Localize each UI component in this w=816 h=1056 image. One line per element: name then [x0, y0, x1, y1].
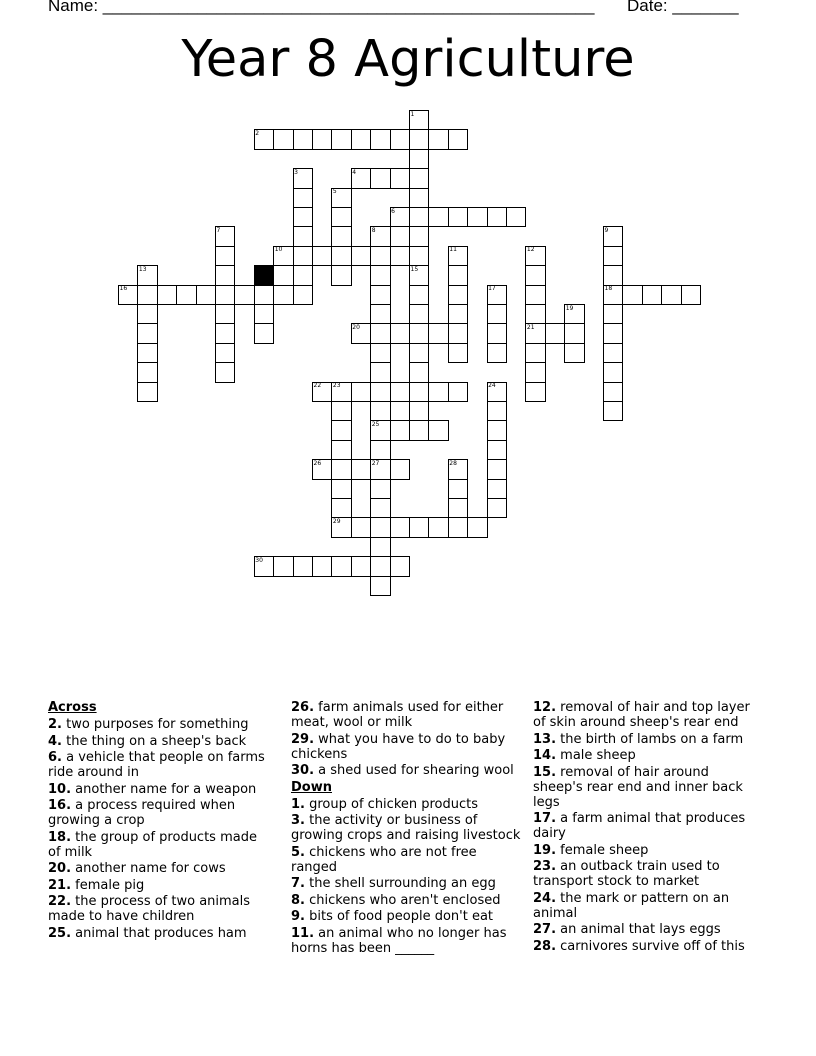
grid-cell[interactable] — [370, 537, 390, 557]
clue-text: two purposes for something — [61, 717, 249, 732]
grid-cell[interactable] — [370, 129, 390, 149]
grid-cell[interactable] — [215, 285, 235, 305]
clue-item — [533, 700, 761, 730]
grid-cell[interactable] — [487, 479, 507, 499]
clue-number-label: 29 — [332, 517, 341, 525]
grid-cell[interactable] — [331, 556, 351, 576]
grid-cell[interactable] — [467, 517, 487, 537]
grid-cell[interactable] — [487, 323, 507, 343]
clue-item — [48, 798, 270, 828]
grid-cell[interactable] — [331, 420, 351, 440]
grid-cell[interactable] — [196, 285, 216, 305]
clue-number: 13. — [533, 731, 557, 747]
clue-item — [48, 782, 270, 797]
clue-number-label: 17 — [488, 285, 496, 293]
grid-cell[interactable] — [487, 459, 507, 479]
clue-item — [291, 845, 523, 875]
clue-number: 24. — [533, 890, 557, 906]
clue-text: the process of two animals made to have children — [48, 894, 251, 924]
clue-number-label: 15 — [410, 265, 419, 273]
grid-cell[interactable] — [409, 323, 429, 343]
grid-cell[interactable] — [409, 517, 429, 537]
clue-number: 29. — [291, 731, 315, 747]
clue-text: group of chicken products — [304, 796, 479, 812]
clues-column-2 — [291, 700, 523, 957]
grid-cell[interactable] — [293, 226, 313, 246]
clue-number: 2. — [48, 717, 62, 732]
grid-cell[interactable] — [215, 343, 235, 363]
grid-cell[interactable] — [622, 285, 642, 305]
clue-number-label: 12 — [526, 246, 535, 254]
grid-cell[interactable] — [409, 285, 429, 305]
grid-cell[interactable] — [331, 246, 351, 266]
grid-cell[interactable] — [254, 285, 274, 305]
grid-cell[interactable] — [293, 188, 313, 208]
grid-cell[interactable] — [370, 576, 390, 596]
grid-cell[interactable] — [390, 556, 410, 576]
grid-cell[interactable] — [390, 168, 410, 188]
clue-number: 9. — [291, 909, 305, 924]
clue-text: the group of products made of milk — [48, 829, 257, 860]
clue-text: the activity or business of growing crops and raising livestock — [291, 813, 521, 843]
grid-cell[interactable] — [448, 382, 468, 402]
grid-cell[interactable] — [351, 517, 371, 537]
grid-cell[interactable] — [331, 479, 351, 499]
clue-item — [291, 909, 523, 924]
clue-number: 18. — [48, 829, 72, 845]
clue-item — [48, 894, 270, 924]
grid-cell[interactable] — [157, 285, 177, 305]
clue-number-label: 5 — [332, 188, 337, 196]
grid-cell[interactable] — [370, 362, 390, 382]
grid-cell[interactable] — [448, 207, 468, 227]
grid-cell[interactable] — [215, 362, 235, 382]
clue-text: animal that produces ham — [71, 925, 247, 941]
grid-cell[interactable] — [370, 517, 390, 537]
clue-text: bits of food people don't eat — [304, 909, 494, 924]
clue-number-label: 27 — [371, 459, 380, 467]
clue-number-label: 14 — [255, 265, 263, 273]
grid-cell[interactable] — [487, 207, 507, 227]
clue-item — [48, 750, 270, 780]
clue-item — [533, 939, 761, 954]
clue-number: 22. — [48, 894, 72, 909]
grid-cell[interactable] — [525, 382, 545, 402]
grid-cell[interactable] — [409, 188, 429, 208]
date-field-label: Date: _______ — [627, 0, 739, 15]
clue-text: the mark or pattern on an animal — [533, 890, 730, 921]
clue-number: 3. — [291, 813, 305, 828]
clues-column-1 — [48, 700, 270, 942]
grid-cell[interactable] — [370, 168, 390, 188]
clue-number: 20. — [48, 861, 72, 876]
grid-cell[interactable] — [409, 129, 429, 149]
grid-cell[interactable] — [351, 129, 371, 149]
grid-cell[interactable] — [487, 343, 507, 363]
grid-cell[interactable] — [370, 382, 390, 402]
grid-cell[interactable] — [428, 420, 448, 440]
clues-column-3 — [533, 700, 761, 955]
grid-cell[interactable] — [487, 401, 507, 421]
clue-number: 6. — [48, 750, 62, 765]
clue-text: a vehicle that people on farms ride around in — [48, 750, 265, 780]
grid-cell[interactable] — [409, 382, 429, 402]
grid-cell[interactable] — [254, 304, 274, 324]
grid-cell[interactable] — [603, 265, 623, 285]
clue-number: 8. — [291, 892, 305, 908]
clue-text: the shell surrounding an egg — [304, 876, 496, 891]
clue-item — [48, 861, 270, 876]
grid-cell[interactable] — [390, 382, 410, 402]
clue-item — [48, 926, 270, 941]
clue-number: 5. — [291, 844, 305, 860]
clue-number: 27. — [533, 922, 557, 937]
clue-number: 30. — [291, 763, 315, 778]
grid-cell[interactable] — [370, 343, 390, 363]
grid-cell[interactable] — [331, 129, 351, 149]
clue-item — [291, 876, 523, 891]
clue-text: female pig — [71, 877, 145, 893]
grid-cell[interactable] — [331, 265, 351, 285]
clue-item — [48, 734, 270, 749]
clue-number-label: 30 — [255, 556, 263, 564]
clue-text: a shed used for shearing wool — [314, 763, 514, 778]
clue-text: an outback train used to transport stock to market — [533, 859, 720, 889]
clue-item — [291, 763, 523, 778]
clue-text: chickens who are not free ranged — [291, 844, 477, 875]
grid-cell[interactable] — [370, 440, 390, 460]
grid-cell[interactable] — [390, 517, 410, 537]
clue-text: another name for a weapon — [71, 781, 257, 797]
clue-item — [48, 717, 270, 732]
grid-cell[interactable] — [448, 265, 468, 285]
grid-cell[interactable] — [331, 440, 351, 460]
clue-number-label: 18 — [604, 285, 613, 293]
clue-text: removal of hair around sheep's rear end and inner back legs — [533, 764, 743, 810]
clue-text: another name for cows — [71, 861, 226, 876]
clue-text: what you have to do to baby chickens — [291, 731, 506, 762]
grid-cell[interactable] — [370, 498, 390, 518]
clue-text: an animal that lays eggs — [556, 922, 721, 937]
grid-cell[interactable] — [370, 479, 390, 499]
clue-number-label: 4 — [352, 168, 357, 176]
clue-number-label: 11 — [449, 246, 457, 254]
clue-item — [291, 700, 523, 730]
clue-number: 7. — [291, 876, 305, 891]
grid-cell[interactable] — [370, 265, 390, 285]
clue-text: farm animals used for either meat, wool or milk — [291, 700, 504, 730]
grid-cell[interactable] — [176, 285, 196, 305]
grid-cell[interactable] — [293, 285, 313, 305]
clue-text: removal of hair and top layer of skin around sheep's rear end — [533, 700, 750, 730]
grid-cell[interactable] — [409, 246, 429, 266]
grid-cell[interactable] — [331, 226, 351, 246]
clue-item — [48, 878, 270, 893]
grid-cell[interactable] — [409, 362, 429, 382]
clue-number-label: 22 — [313, 382, 322, 390]
clue-item — [291, 893, 523, 908]
clue-item — [48, 830, 270, 860]
grid-cell[interactable] — [331, 207, 351, 227]
grid-cell[interactable] — [603, 382, 623, 402]
grid-cell[interactable] — [312, 129, 332, 149]
grid-cell[interactable] — [351, 459, 371, 479]
clue-text: the birth of lambs on a farm — [556, 731, 744, 747]
clue-number-label: 3 — [294, 168, 298, 176]
clue-number-label: 2 — [255, 129, 260, 137]
grid-cell[interactable] — [351, 246, 371, 266]
grid-cell[interactable] — [390, 246, 410, 266]
grid-cell[interactable] — [215, 304, 235, 324]
clue-item — [291, 813, 523, 843]
grid-cell[interactable] — [409, 226, 429, 246]
grid-cell[interactable] — [409, 304, 429, 324]
clue-text: a process required when growing a crop — [48, 798, 236, 828]
grid-cell[interactable] — [603, 401, 623, 421]
clue-number: 19. — [533, 842, 557, 858]
clue-number-label: 6 — [391, 207, 395, 215]
grid-cell[interactable] — [603, 362, 623, 382]
clue-item — [291, 732, 523, 762]
clue-number: 11. — [291, 925, 315, 941]
clue-text: chickens who aren't enclosed — [304, 892, 501, 908]
grid-cell[interactable] — [351, 556, 371, 576]
clue-number-label: 20 — [352, 323, 360, 331]
page-title: Year 8 Agriculture — [181, 30, 635, 89]
clue-number-label: 10 — [274, 246, 283, 254]
grid-cell[interactable] — [293, 556, 313, 576]
grid-cell[interactable] — [487, 420, 507, 440]
grid-cell[interactable] — [448, 517, 468, 537]
name-field-label: Name: ____________________________________________________ — [48, 0, 595, 15]
grid-cell[interactable] — [506, 207, 526, 227]
grid-cell[interactable] — [390, 323, 410, 343]
grid-cell[interactable] — [681, 285, 701, 305]
grid-cell[interactable] — [370, 246, 390, 266]
clue-number: 28. — [533, 938, 557, 954]
grid-cell[interactable] — [390, 420, 410, 440]
grid-cell[interactable] — [409, 420, 429, 440]
grid-cell[interactable] — [448, 304, 468, 324]
clue-number: 10. — [48, 781, 72, 797]
clue-item — [533, 843, 761, 858]
clue-number-label: 7 — [216, 226, 221, 234]
grid-cell[interactable] — [448, 285, 468, 305]
clue-number: 23. — [533, 859, 557, 874]
grid-cell[interactable] — [312, 556, 332, 576]
grid-cell[interactable] — [409, 401, 429, 421]
grid-cell[interactable] — [409, 207, 429, 227]
clue-number: 26. — [291, 700, 315, 715]
grid-cell[interactable] — [370, 285, 390, 305]
grid-cell[interactable] — [409, 168, 429, 188]
clue-text: male sheep — [556, 748, 636, 763]
grid-cell[interactable] — [525, 362, 545, 382]
clue-number-label: 28 — [449, 459, 457, 467]
clue-number-label: 1 — [410, 110, 415, 118]
clue-text: carnivores survive off of this — [556, 938, 745, 954]
grid-cell[interactable] — [293, 265, 313, 285]
grid-cell[interactable] — [273, 285, 293, 305]
grid-cell[interactable] — [293, 129, 313, 149]
clue-item — [533, 765, 761, 810]
across-heading: Across — [48, 700, 97, 715]
grid-cell[interactable] — [428, 517, 448, 537]
clue-number-label: 21 — [526, 323, 535, 331]
grid-cell[interactable] — [215, 246, 235, 266]
grid-cell[interactable] — [564, 323, 584, 343]
grid-cell[interactable] — [409, 343, 429, 363]
grid-cell[interactable] — [234, 285, 254, 305]
grid-cell[interactable] — [312, 246, 332, 266]
grid-cell[interactable] — [564, 343, 584, 363]
clue-number-label: 8 — [371, 226, 376, 234]
grid-cell[interactable] — [603, 246, 623, 266]
grid-cell[interactable] — [448, 343, 468, 363]
grid-cell[interactable] — [448, 129, 468, 149]
clue-number-label: 26 — [313, 459, 322, 467]
grid-cell[interactable] — [331, 459, 351, 479]
clue-number-label: 25 — [371, 420, 380, 428]
grid-cell[interactable] — [273, 556, 293, 576]
clue-number: 1. — [291, 796, 305, 812]
down-heading: Down — [291, 779, 332, 795]
grid-cell[interactable] — [254, 323, 274, 343]
grid-cell[interactable] — [351, 382, 371, 402]
grid-cell[interactable] — [331, 498, 351, 518]
clue-item — [533, 922, 761, 937]
clue-number: 12. — [533, 700, 557, 715]
grid-cell[interactable] — [273, 129, 293, 149]
grid-cell[interactable] — [409, 149, 429, 169]
clue-item — [291, 797, 523, 812]
clue-item — [533, 891, 761, 921]
clue-number: 25. — [48, 925, 72, 941]
clue-number-label: 19 — [565, 304, 574, 312]
clue-number: 16. — [48, 798, 72, 813]
grid-cell[interactable] — [137, 304, 157, 324]
grid-cell[interactable] — [293, 207, 313, 227]
grid-cell[interactable] — [603, 323, 623, 343]
clue-number-label: 13 — [138, 265, 147, 273]
grid-cell[interactable] — [603, 304, 623, 324]
clue-item — [533, 811, 761, 841]
grid-cell[interactable] — [215, 323, 235, 343]
grid-cell[interactable] — [390, 459, 410, 479]
grid-cell[interactable] — [370, 323, 390, 343]
grid-cell[interactable] — [137, 362, 157, 382]
grid-cell[interactable] — [642, 285, 662, 305]
grid-cell[interactable] — [370, 401, 390, 421]
grid-cell[interactable] — [545, 323, 565, 343]
grid-cell[interactable] — [448, 323, 468, 343]
clue-number-label: 16 — [119, 285, 128, 293]
clue-number-label: 23 — [332, 382, 341, 390]
clue-item — [291, 926, 523, 956]
grid-cell[interactable] — [603, 343, 623, 363]
grid-cell[interactable] — [137, 323, 157, 343]
clue-number-label: 24 — [488, 382, 496, 390]
clue-item — [533, 859, 761, 889]
grid-cell[interactable] — [525, 343, 545, 363]
grid-cell[interactable] — [428, 129, 448, 149]
grid-cell[interactable] — [137, 343, 157, 363]
grid-cell[interactable] — [428, 323, 448, 343]
clue-item — [533, 732, 761, 747]
grid-cell[interactable] — [370, 304, 390, 324]
grid-cell[interactable] — [487, 440, 507, 460]
grid-cell[interactable] — [331, 401, 351, 421]
clue-item — [533, 748, 761, 763]
clue-text: an animal who no longer has horns has been ______ — [291, 925, 507, 956]
clue-text: the thing on a sheep's back — [61, 733, 247, 749]
clue-number: 4. — [48, 733, 62, 749]
grid-cell[interactable] — [428, 382, 448, 402]
grid-cell[interactable] — [370, 556, 390, 576]
grid-cell[interactable] — [525, 285, 545, 305]
grid-cell[interactable] — [525, 304, 545, 324]
clue-number-label: 9 — [604, 226, 609, 234]
clue-number: 17. — [533, 811, 557, 826]
grid-cell[interactable] — [661, 285, 681, 305]
grid-cell[interactable] — [215, 265, 235, 285]
grid-cell[interactable] — [448, 498, 468, 518]
grid-cell[interactable] — [448, 479, 468, 499]
grid-cell[interactable] — [428, 207, 448, 227]
clue-number: 14. — [533, 748, 557, 763]
clue-number: 21. — [48, 877, 72, 893]
grid-cell[interactable] — [137, 285, 157, 305]
grid-cell[interactable] — [525, 265, 545, 285]
clue-number: 15. — [533, 764, 557, 780]
grid-cell[interactable] — [137, 382, 157, 402]
grid-cell[interactable] — [487, 498, 507, 518]
grid-cell[interactable] — [293, 246, 313, 266]
grid-cell[interactable] — [487, 304, 507, 324]
clue-text: a farm animal that produces dairy — [533, 811, 746, 841]
grid-cell[interactable] — [467, 207, 487, 227]
grid-cell[interactable] — [390, 129, 410, 149]
clue-text: female sheep — [556, 842, 649, 858]
